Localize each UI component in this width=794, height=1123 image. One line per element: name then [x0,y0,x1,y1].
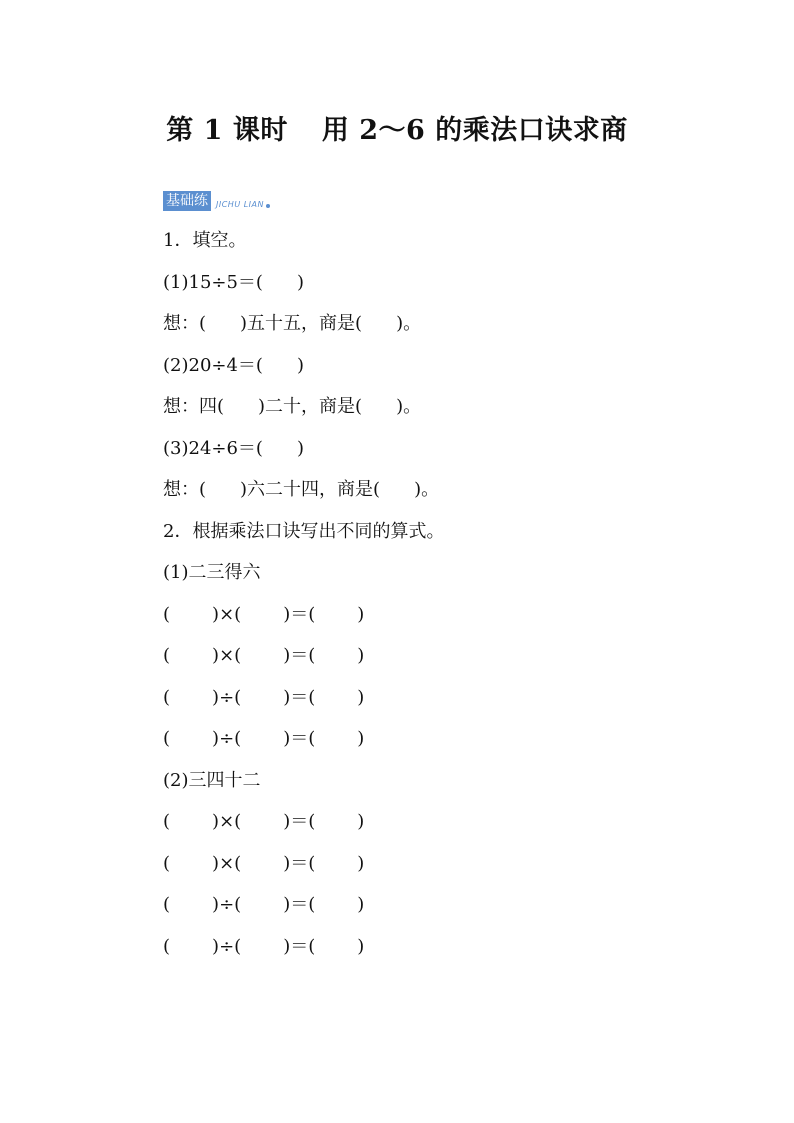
open-paren: ( [163,686,171,708]
open-paren: ( [163,852,171,874]
close-paren: ) [212,645,220,666]
close-paren: ) [357,935,365,957]
question-1-items [163,268,763,517]
equation-row [163,641,763,683]
equals-sign: )＝( [283,603,316,625]
equation-row [163,683,763,725]
equals-sign: )＝( [283,645,316,666]
badge-dot-icon [266,204,270,208]
close-paren: ) [212,811,220,832]
open-paren: ( [234,645,242,666]
lesson-topic: 用 2～6 的乘法口诀求商 [321,115,628,146]
equation-row [163,932,763,974]
badge-pinyin: JICHU LIAN [216,199,264,209]
equals-sign: )＝( [283,894,316,915]
q1-expression [163,268,763,310]
q2-group-label: (2)三四十二 [163,769,261,791]
close-paren: ) [212,935,220,957]
exercise-content [163,226,763,973]
hint-middle: )五十五，商是( [240,313,363,334]
close-paren: ) [212,686,220,708]
hint-end: )。 [414,479,440,500]
open-paren: ( [234,728,242,749]
question-1-heading: 1．填空。 [163,230,247,251]
operator: ÷ [219,894,235,915]
open-paren: ( [234,935,242,957]
hint-prefix: 想：( [163,479,207,500]
equals-sign: )＝( [283,811,316,832]
open-paren: ( [163,811,171,832]
equals-sign: )＝( [283,728,316,749]
operator: × [219,645,235,666]
open-paren: ( [163,645,171,666]
close-paren: ) [357,603,365,625]
hint-prefix: 想：( [163,313,207,334]
close-paren: ) [357,811,365,832]
close-paren: ) [212,894,220,915]
hint-prefix: 想：四( [163,396,225,417]
close-paren: ) [296,437,304,459]
badge-label: 基础练 [163,191,211,211]
equation-row [163,849,763,891]
equation-row [163,724,763,766]
equals-sign: )＝( [283,852,316,874]
close-paren: ) [296,354,304,376]
hint-end: )。 [396,313,422,334]
close-paren: ) [357,852,365,874]
q1-expression [163,351,763,393]
lesson-number: 第 1 课时 [166,115,288,146]
close-paren: ) [357,728,365,749]
open-paren: ( [163,894,171,915]
q2-group-label: (1)二三得六 [163,562,261,583]
expression-text: (2)20÷4＝( [163,354,263,376]
open-paren: ( [163,728,171,749]
equals-sign: )＝( [283,935,316,957]
hint-middle: )六二十四，商是( [240,479,381,500]
open-paren: ( [163,603,171,625]
operator: × [219,603,235,625]
hint-middle: )二十，商是( [258,396,363,417]
question-2-groups [163,558,763,973]
operator: ÷ [219,686,235,708]
open-paren: ( [234,894,242,915]
equation-row [163,890,763,932]
close-paren: ) [296,271,304,293]
expression-text: (3)24÷6＝( [163,437,263,459]
operator: × [219,852,235,874]
expression-text: (1)15÷5＝( [163,271,263,293]
open-paren: ( [234,811,242,832]
close-paren: ) [212,852,220,874]
section-badge [163,191,270,211]
q1-hint [163,392,763,434]
close-paren: ) [212,603,220,625]
close-paren: ) [357,686,365,708]
open-paren: ( [234,852,242,874]
equation-row [163,600,763,642]
operator: × [219,811,235,832]
hint-end: )。 [396,396,422,417]
close-paren: ) [357,645,365,666]
operator: ÷ [219,728,235,749]
q1-expression [163,434,763,476]
equals-sign: )＝( [283,686,316,708]
question-2-heading: 2．根据乘法口诀写出不同的算式。 [163,520,445,542]
q1-hint [163,309,763,351]
close-paren: ) [212,728,220,749]
operator: ÷ [219,935,235,957]
open-paren: ( [234,686,242,708]
page-title [0,108,794,147]
q1-hint [163,475,763,517]
open-paren: ( [234,603,242,625]
equation-row [163,807,763,849]
open-paren: ( [163,935,171,957]
close-paren: ) [357,894,365,915]
